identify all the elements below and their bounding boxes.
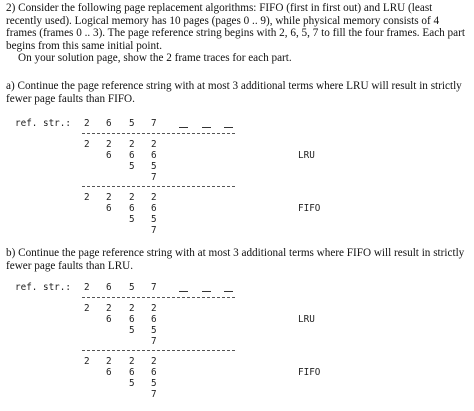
frame-cell: 6 [129,314,135,325]
trace-label-fifo: FIFO [298,203,321,214]
frame-cell: 6 [129,203,135,214]
question-intro-text: 2) Consider the following page replacement algorithms: FIFO (first in first out) and LRU (least recently used). Logical memory has 10 pages (pages 0 .. 9), while physical memory consists of 4 frames (frames 0 .. 3). The page reference string begins with 2, 6, 5, 7 to fill the four frames. Each part begins from this same initial point. [6,2,465,52]
frame-cell: 2 [84,192,90,203]
frame-cell: 2 [151,356,157,367]
separator-line [82,186,235,187]
frame-cell: 6 [106,314,112,325]
frame-cell: 2 [151,139,157,150]
ref-str-label: ref. str.: [15,118,71,129]
separator-line [82,133,235,134]
frame-cell: 5 [129,214,135,225]
blank-slot [202,127,211,128]
blank-slot [224,291,233,292]
frame-cell: 6 [151,203,157,214]
part-b-prompt: b) Continue the page reference string with at most 3 additional terms where FIFO will result in strictly fewer page faults than LRU. [6,247,465,272]
frame-cell: 7 [151,225,157,236]
question-instruction: On your solution page, show the 2 frame traces for each part. [18,52,292,65]
frame-cell: 5 [129,378,135,389]
frame-cell: 7 [151,172,157,183]
frame-cell: 5 [151,325,157,336]
frame-cell: 6 [151,314,157,325]
frame-cell: 5 [151,378,157,389]
ref-value: 6 [106,282,112,293]
frame-cell: 5 [129,161,135,172]
frame-cell: 2 [106,303,112,314]
ref-str-label: ref. str.: [15,282,71,293]
blank-slot [179,291,188,292]
blank-slot [202,291,211,292]
blank-slot [179,127,188,128]
frame-cell: 6 [106,203,112,214]
frame-cell: 2 [106,192,112,203]
ref-value: 7 [151,282,157,293]
frame-cell: 2 [84,139,90,150]
frame-cell: 2 [106,139,112,150]
frame-cell: 6 [151,150,157,161]
frame-cell: 5 [151,214,157,225]
frame-cell: 5 [129,325,135,336]
blank-slot [224,127,233,128]
ref-value: 7 [151,118,157,129]
frame-cell: 6 [129,367,135,378]
frame-cell: 6 [151,367,157,378]
part-a-prompt: a) Continue the page reference string with at most 3 additional terms where LRU will result in strictly fewer page faults than FIFO. [6,80,462,105]
frame-cell: 2 [151,303,157,314]
separator-line [82,350,235,351]
ref-value: 2 [84,118,90,129]
question-intro [6,2,468,65]
ref-value: 2 [84,282,90,293]
trace-label-fifo: FIFO [298,367,321,378]
frame-cell: 7 [151,336,157,347]
frame-cell: 7 [151,389,157,400]
frame-cell: 6 [129,150,135,161]
frame-cell: 2 [106,356,112,367]
ref-value: 6 [106,118,112,129]
frame-cell: 2 [129,356,135,367]
separator-line [82,297,235,298]
frame-cell: 2 [151,192,157,203]
frame-cell: 5 [151,161,157,172]
ref-value: 5 [129,118,135,129]
trace-label-lru: LRU [298,150,315,161]
frame-cell: 6 [106,367,112,378]
frame-cell: 2 [84,303,90,314]
frame-cell: 2 [129,139,135,150]
ref-value: 5 [129,282,135,293]
frame-cell: 6 [106,150,112,161]
frame-cell: 2 [129,303,135,314]
trace-label-lru: LRU [298,314,315,325]
frame-cell: 2 [84,356,90,367]
frame-cell: 2 [129,192,135,203]
